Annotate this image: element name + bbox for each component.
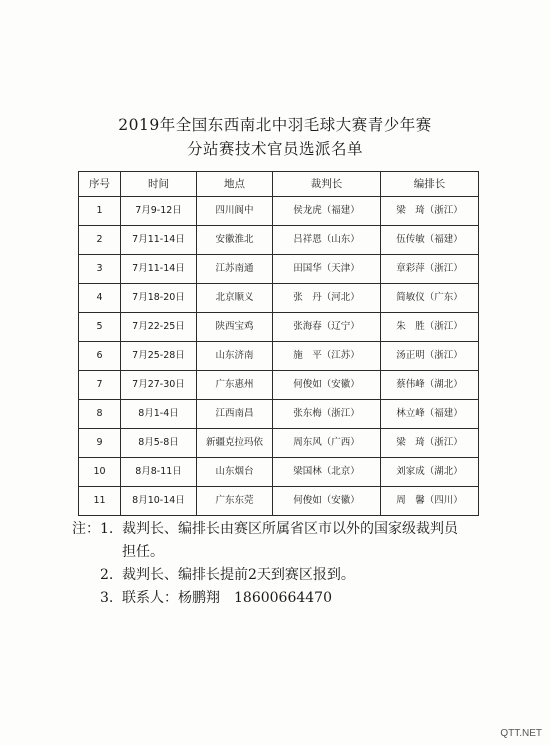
table-row [79, 429, 479, 458]
cell-time: 7月9-12日 [121, 197, 197, 226]
contact-phone: 18600664470 [234, 590, 332, 606]
note-2-number: 2. [100, 567, 114, 583]
cell-referee: 吕祥恩（山东） [273, 226, 381, 255]
cell-no: 5 [79, 313, 121, 342]
cell-referee: 何俊如（安徽） [273, 487, 381, 516]
cell-time: 8月8-11日 [121, 458, 197, 487]
cell-scheduler: 蔡伟峰（湖北） [381, 371, 479, 400]
table-row [79, 197, 479, 226]
note-1-continuation: 担任。 [122, 544, 164, 560]
cell-no: 1 [79, 197, 121, 226]
document-title-line2: 分站赛技术官员选派名单 [186, 140, 363, 158]
cell-time: 7月11-14日 [121, 255, 197, 284]
cell-scheduler: 伍传敏（福建） [381, 226, 479, 255]
cell-place: 江苏南通 [197, 255, 273, 284]
cell-no: 10 [79, 458, 121, 487]
cell-referee: 何俊如（安徽） [273, 371, 381, 400]
table-row [79, 400, 479, 429]
cell-no: 3 [79, 255, 121, 284]
table-row [79, 226, 479, 255]
cell-time: 7月25-28日 [121, 342, 197, 371]
header-place: 地点 [197, 172, 273, 197]
note-3-contact: 联系人：杨鹏翔 [122, 590, 220, 606]
cell-no: 2 [79, 226, 121, 255]
cell-place: 山东烟台 [197, 458, 273, 487]
cell-time: 8月10-14日 [121, 487, 197, 516]
cell-place: 北京顺义 [197, 284, 273, 313]
cell-place: 四川阆中 [197, 197, 273, 226]
header-referee: 裁判长 [273, 172, 381, 197]
cell-no: 9 [79, 429, 121, 458]
cell-referee: 张海春（辽宁） [273, 313, 381, 342]
cell-scheduler: 章彩萍（浙江） [381, 255, 479, 284]
watermark: QTT.NET [500, 728, 542, 739]
table-row [79, 255, 479, 284]
cell-no: 11 [79, 487, 121, 516]
table-row [79, 371, 479, 400]
cell-referee: 梁国林（北京） [273, 458, 381, 487]
cell-place: 陕西宝鸡 [197, 313, 273, 342]
notes-prefix: 注： [72, 521, 100, 537]
document-title-line1: 2019年全国东西南北中羽毛球大赛青少年赛 [118, 116, 432, 134]
cell-no: 7 [79, 371, 121, 400]
cell-scheduler: 林立峰（福建） [381, 400, 479, 429]
note-2-text: 裁判长、编排长提前2天到赛区报到。 [122, 567, 355, 583]
table-row [79, 342, 479, 371]
table-row [79, 458, 479, 487]
cell-scheduler: 梁 琦（浙江） [381, 197, 479, 226]
cell-scheduler: 朱 胜（浙江） [381, 313, 479, 342]
cell-referee: 施 平（江苏） [273, 342, 381, 371]
cell-scheduler: 刘家成（湖北） [381, 458, 479, 487]
officials-table [78, 171, 479, 516]
cell-referee: 张 丹（河北） [273, 284, 381, 313]
cell-scheduler: 梁 琦（浙江） [381, 429, 479, 458]
cell-referee: 田国华（天津） [273, 255, 381, 284]
note-1-text: 裁判长、编排长由赛区所属省区市以外的国家级裁判员 [122, 521, 458, 537]
note-3-number: 3. [100, 590, 114, 606]
cell-place: 新疆克拉玛依 [197, 429, 273, 458]
header-time: 时间 [121, 172, 197, 197]
header-no: 序号 [79, 172, 121, 197]
cell-time: 7月11-14日 [121, 226, 197, 255]
cell-scheduler: 简敏仪（广东） [381, 284, 479, 313]
cell-time: 7月18-20日 [121, 284, 197, 313]
cell-scheduler: 周 馨（四川） [381, 487, 479, 516]
cell-time: 8月5-8日 [121, 429, 197, 458]
cell-place: 安徽淮北 [197, 226, 273, 255]
table-header-row [79, 172, 479, 197]
table-row [79, 284, 479, 313]
header-scheduler: 编排长 [381, 172, 479, 197]
cell-referee: 周东风（广西） [273, 429, 381, 458]
notes-section [72, 518, 512, 610]
cell-no: 8 [79, 400, 121, 429]
cell-place: 广东东莞 [197, 487, 273, 516]
cell-place: 山东济南 [197, 342, 273, 371]
cell-referee: 张东梅（浙江） [273, 400, 381, 429]
cell-time: 7月27-30日 [121, 371, 197, 400]
cell-place: 广东惠州 [197, 371, 273, 400]
cell-place: 江西南昌 [197, 400, 273, 429]
cell-time: 7月22-25日 [121, 313, 197, 342]
note-1-number: 1. [100, 521, 114, 537]
table-row [79, 487, 479, 516]
cell-no: 4 [79, 284, 121, 313]
cell-scheduler: 汤正明（浙江） [381, 342, 479, 371]
cell-no: 6 [79, 342, 121, 371]
cell-referee: 侯龙虎（福建） [273, 197, 381, 226]
table-row [79, 313, 479, 342]
cell-time: 8月1-4日 [121, 400, 197, 429]
